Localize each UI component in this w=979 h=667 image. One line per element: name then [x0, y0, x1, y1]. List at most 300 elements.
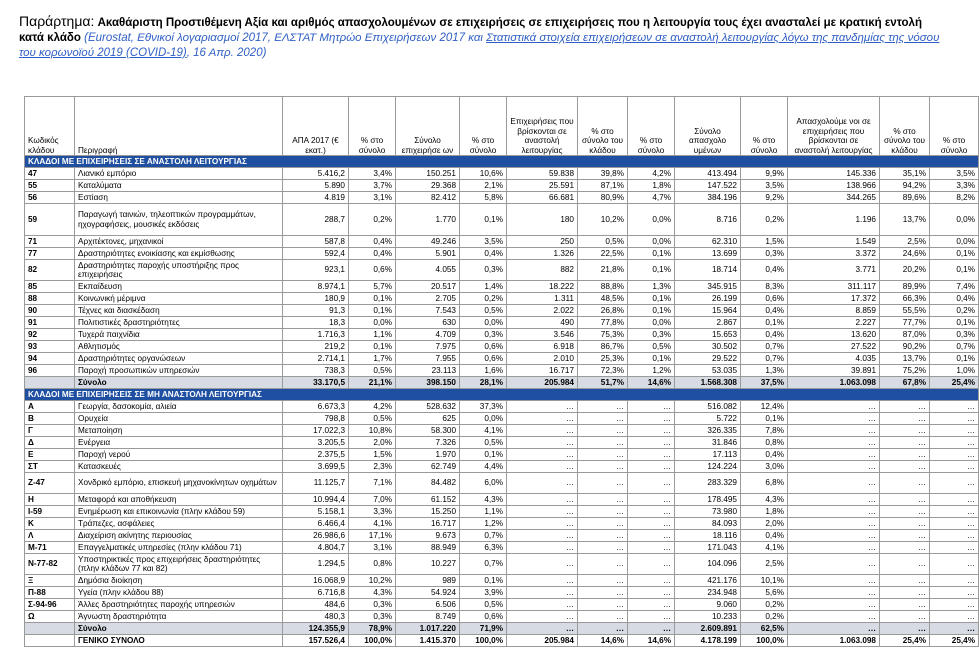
cell-value: … [628, 518, 675, 530]
cell-value: 2,1% [460, 180, 507, 192]
cell-value: 250 [507, 236, 578, 248]
cell-value: 2,3% [349, 461, 396, 473]
cell-value: 4.035 [788, 353, 880, 365]
cell-value: 398.150 [396, 377, 460, 389]
cell-value: 6.673,3 [283, 401, 349, 413]
table-row [25, 260, 979, 281]
cell-value: … [788, 599, 880, 611]
cell-value: 0,3% [460, 329, 507, 341]
cell-value: 4.178.199 [675, 635, 741, 647]
cell-value: … [578, 530, 628, 542]
cell-value: 8.974,1 [283, 281, 349, 293]
section-header-row [25, 389, 979, 401]
cell-value: 0,7% [460, 530, 507, 542]
cell-value: 7,4% [930, 281, 979, 293]
cell-value: … [930, 494, 979, 506]
cell-value: 23.113 [396, 365, 460, 377]
cell-description: Διαχείριση ακίνητης περιουσίας [75, 530, 283, 542]
col-header-suspended-sector-pct: % στο σύνολο του κλάδου [578, 97, 628, 156]
cell-value: … [788, 473, 880, 494]
cell-value: 8,3% [741, 281, 788, 293]
cell-value: 3,5% [930, 168, 979, 180]
cell-value: … [507, 623, 578, 635]
cell-value: 9,9% [741, 168, 788, 180]
cell-value: 0,1% [349, 341, 396, 353]
cell-value: 0,1% [930, 317, 979, 329]
table-row [25, 413, 979, 425]
cell-value: … [507, 518, 578, 530]
cell-value: … [507, 611, 578, 623]
cell-value: 94,2% [880, 180, 930, 192]
cell-value: 4,3% [460, 494, 507, 506]
cell-value: 100,0% [349, 635, 396, 647]
cell-value: 1.568.308 [675, 377, 741, 389]
cell-value: 88.949 [396, 542, 460, 554]
cell-value: 5.158,1 [283, 506, 349, 518]
table-row [25, 611, 979, 623]
cell-value: … [628, 401, 675, 413]
cell-value: 27.522 [788, 341, 880, 353]
cell-value: … [578, 575, 628, 587]
cell-value: … [788, 401, 880, 413]
cell-value: … [507, 530, 578, 542]
cell-code: 88 [25, 293, 75, 305]
cell-value: 7,0% [349, 494, 396, 506]
cell-value: 37,5% [741, 377, 788, 389]
table-row [25, 365, 979, 377]
cell-value: 0,1% [628, 260, 675, 281]
cell-value: 15.653 [675, 329, 741, 341]
cell-value: 0,1% [628, 353, 675, 365]
cell-value: … [507, 449, 578, 461]
cell-value: … [788, 413, 880, 425]
cell-value: 8.716 [675, 204, 741, 236]
cell-value: … [507, 587, 578, 599]
cell-value: 3.771 [788, 260, 880, 281]
cell-value: 4.804,7 [283, 542, 349, 554]
cell-value: 0,7% [741, 353, 788, 365]
cell-value: 1.415.370 [396, 635, 460, 647]
col-header-suspended-emp-total-pct: % στο σύνολο [930, 97, 979, 156]
col-header-employees-pct: % στο σύνολο [741, 97, 788, 156]
cell-value: … [930, 575, 979, 587]
cell-value: 77,8% [578, 317, 628, 329]
cell-value: 4,3% [349, 587, 396, 599]
cell-value: … [880, 413, 930, 425]
cell-value: … [880, 449, 930, 461]
cell-value: … [578, 473, 628, 494]
cell-value: 7.955 [396, 353, 460, 365]
cell-value: … [628, 542, 675, 554]
cell-value: 4,1% [349, 518, 396, 530]
cell-description: Σύνολο [75, 377, 283, 389]
cell-value: 3.699,5 [283, 461, 349, 473]
cell-value: … [880, 599, 930, 611]
cell-value: 3,0% [741, 461, 788, 473]
cell-code: Λ [25, 530, 75, 542]
cell-description: Εκπαίδευση [75, 281, 283, 293]
cell-value: 25,3% [578, 353, 628, 365]
cell-value: 3,4% [349, 168, 396, 180]
cell-value: 0,4% [741, 305, 788, 317]
cell-description: Δραστηριότητες οργανώσεων [75, 353, 283, 365]
cell-value: 35,1% [880, 168, 930, 180]
cell-value: … [930, 473, 979, 494]
cell-value: 344.265 [788, 192, 880, 204]
cell-value: 345.915 [675, 281, 741, 293]
cell-value: 0,5% [628, 341, 675, 353]
table-row [25, 204, 979, 236]
cell-value: … [507, 425, 578, 437]
cell-value: 0,0% [628, 236, 675, 248]
cell-value: … [930, 425, 979, 437]
cell-value: 17.022,3 [283, 425, 349, 437]
cell-value: 882 [507, 260, 578, 281]
cell-value: … [507, 542, 578, 554]
cell-value: 73.980 [675, 506, 741, 518]
cell-value: … [788, 494, 880, 506]
cell-value: 4,7% [628, 192, 675, 204]
cell-value: 62.749 [396, 461, 460, 473]
cell-value: 0,0% [628, 317, 675, 329]
cell-value: 2.010 [507, 353, 578, 365]
cell-value: 480,3 [283, 611, 349, 623]
cell-value: 0,6% [460, 353, 507, 365]
cell-value: … [930, 587, 979, 599]
cell-value: 14,6% [628, 635, 675, 647]
cell-value: 16.717 [396, 518, 460, 530]
cell-value: … [880, 623, 930, 635]
cell-value: 0,4% [741, 260, 788, 281]
cell-value: … [880, 611, 930, 623]
cell-value: … [507, 494, 578, 506]
cell-value: 12,4% [741, 401, 788, 413]
table-row [25, 599, 979, 611]
cell-value: … [880, 518, 930, 530]
cell-description: Κατασκευές [75, 461, 283, 473]
cell-value: 5.722 [675, 413, 741, 425]
cell-value: … [788, 575, 880, 587]
cell-description: Σύνολο [75, 623, 283, 635]
cell-value: 0,8% [741, 437, 788, 449]
cell-code [25, 623, 75, 635]
cell-value: 1.549 [788, 236, 880, 248]
cell-value: 39,8% [578, 168, 628, 180]
source-link[interactable]: Στατιστικά στοιχεία επιχειρήσεων σε αναστολή λειτουργίας λόγω της πανδημίας της νόσου του κορωνοϊού 2019 (COVID-19) [19, 32, 940, 59]
cell-value: … [930, 461, 979, 473]
cell-code: E [25, 449, 75, 461]
table-row [25, 542, 979, 554]
section-total-row [25, 377, 979, 389]
cell-value: 1.770 [396, 204, 460, 236]
cell-value: 7,1% [349, 473, 396, 494]
cell-value: 0,7% [741, 341, 788, 353]
cell-value: 66.681 [507, 192, 578, 204]
cell-value: … [880, 494, 930, 506]
cell-value: … [880, 575, 930, 587]
cell-description: Ορυχεία [75, 413, 283, 425]
cell-description: Τράπεζες, ασφάλειες [75, 518, 283, 530]
cell-value: 7.975 [396, 341, 460, 353]
cell-value: … [507, 575, 578, 587]
cell-value: 10,2% [578, 204, 628, 236]
cell-value: 8.859 [788, 305, 880, 317]
cell-value: 5,6% [741, 587, 788, 599]
cell-value: 1,3% [741, 365, 788, 377]
cell-value: 84.093 [675, 518, 741, 530]
col-header-firms: Σύνολο επιχειρήσε ων [396, 97, 460, 156]
cell-value: 1.196 [788, 204, 880, 236]
cell-value: … [628, 461, 675, 473]
cell-value: 3,5% [460, 236, 507, 248]
cell-value: 15.964 [675, 305, 741, 317]
cell-value: 59.838 [507, 168, 578, 180]
table-row [25, 329, 979, 341]
cell-value: 1,5% [349, 449, 396, 461]
cell-description: Κοινωνική μέριμνα [75, 293, 283, 305]
cell-value: 4.819 [283, 192, 349, 204]
cell-value: 17,1% [349, 530, 396, 542]
cell-value: 592,4 [283, 248, 349, 260]
cell-value: 1,3% [628, 281, 675, 293]
cell-value: 0,1% [741, 413, 788, 425]
cell-value: 1.326 [507, 248, 578, 260]
cell-value: … [788, 587, 880, 599]
cell-value: … [628, 587, 675, 599]
cell-value: 18.222 [507, 281, 578, 293]
cell-value: 0,0% [460, 317, 507, 329]
cell-value: 15.250 [396, 506, 460, 518]
cell-value: 4,1% [741, 542, 788, 554]
cell-code: 56 [25, 192, 75, 204]
cell-value: … [507, 473, 578, 494]
cell-value: 2.705 [396, 293, 460, 305]
cell-value: 0,4% [930, 293, 979, 305]
cell-value: 5.901 [396, 248, 460, 260]
cell-value: 7.326 [396, 437, 460, 449]
cell-value: … [628, 623, 675, 635]
cell-value: 0,6% [741, 293, 788, 305]
table-row [25, 305, 979, 317]
cell-value: … [507, 413, 578, 425]
cell-value: … [578, 449, 628, 461]
cell-value: 10,8% [349, 425, 396, 437]
cell-code: 92 [25, 329, 75, 341]
cell-value: 26.199 [675, 293, 741, 305]
cell-value: 0,2% [930, 305, 979, 317]
cell-value: … [507, 461, 578, 473]
cell-value: … [578, 518, 628, 530]
cell-code: 85 [25, 281, 75, 293]
title-date: , 16 Απρ. 2020) [186, 47, 267, 59]
table-row [25, 192, 979, 204]
cell-value: 18.116 [675, 530, 741, 542]
section-total-row [25, 623, 979, 635]
cell-value: 6,8% [741, 473, 788, 494]
cell-value: 4,3% [741, 494, 788, 506]
cell-description: Υγεία (πλην κλάδου 88) [75, 587, 283, 599]
cell-value: 0,0% [349, 317, 396, 329]
cell-value: 25,4% [930, 377, 979, 389]
cell-description: Υποστηρικτικές προς επιχειρήσεις δραστηριότητες (πλην κλάδων 77 και 82) [75, 554, 283, 575]
cell-value: … [578, 437, 628, 449]
col-header-employees: Σύνολο απασχολο υμένων [675, 97, 741, 156]
cell-value: 13,7% [880, 353, 930, 365]
cell-value: 0,4% [741, 530, 788, 542]
cell-value: … [788, 623, 880, 635]
cell-value: … [880, 554, 930, 575]
cell-value: 54.924 [396, 587, 460, 599]
table-row [25, 587, 979, 599]
cell-code: ΣT [25, 461, 75, 473]
cell-value: 490 [507, 317, 578, 329]
cell-value: 55,5% [880, 305, 930, 317]
cell-code: K [25, 518, 75, 530]
cell-description: Εστίαση [75, 192, 283, 204]
cell-value: 80,9% [578, 192, 628, 204]
cell-value: 2,0% [741, 518, 788, 530]
table-row [25, 401, 979, 413]
cell-value: 6.506 [396, 599, 460, 611]
cell-value: … [788, 425, 880, 437]
title-prefix: Παράρτημα: [19, 13, 95, 29]
cell-value: 516.082 [675, 401, 741, 413]
cell-description: Πολιτιστικές δραστηριότητες [75, 317, 283, 329]
cell-value: 10.227 [396, 554, 460, 575]
cell-code: M-71 [25, 542, 75, 554]
cell-value: 0,4% [741, 449, 788, 461]
cell-code: Π-88 [25, 587, 75, 599]
cell-value: 9.060 [675, 599, 741, 611]
cell-code: 96 [25, 365, 75, 377]
table-row [25, 248, 979, 260]
header-row [25, 97, 979, 156]
cell-value: 1,1% [349, 329, 396, 341]
cell-value: … [628, 413, 675, 425]
cell-value: 25,4% [930, 635, 979, 647]
cell-value: 4,2% [349, 401, 396, 413]
cell-value: 4,4% [460, 461, 507, 473]
cell-code: A [25, 401, 75, 413]
cell-value: 283.329 [675, 473, 741, 494]
cell-value: 20,2% [880, 260, 930, 281]
cell-value: 1.063.098 [788, 635, 880, 647]
cell-description: ΓΕΝΙΚΟ ΣΥΝΟΛΟ [75, 635, 283, 647]
cell-value: 3,1% [349, 542, 396, 554]
cell-value: 66,3% [880, 293, 930, 305]
cell-value: 0,6% [460, 611, 507, 623]
cell-value: … [507, 599, 578, 611]
table-row [25, 168, 979, 180]
cell-value: 29.522 [675, 353, 741, 365]
cell-value: 1,0% [930, 365, 979, 377]
cell-value: 4,1% [460, 425, 507, 437]
cell-code: Γ [25, 425, 75, 437]
cell-code [25, 377, 75, 389]
cell-value: 2.022 [507, 305, 578, 317]
cell-value: … [930, 542, 979, 554]
cell-value: 89,6% [880, 192, 930, 204]
col-header-suspended-firms: Επιχειρήσεις που βρίσκονται σε αναστολή λειτουργίας [507, 97, 578, 156]
cell-value: 989 [396, 575, 460, 587]
cell-value: 0,2% [741, 611, 788, 623]
col-header-firms-pct: % στο σύνολο [460, 97, 507, 156]
cell-value: 1,2% [460, 518, 507, 530]
cell-value: 0,7% [930, 341, 979, 353]
cell-value: 150.251 [396, 168, 460, 180]
cell-value: 138.966 [788, 180, 880, 192]
cell-value: 2.867 [675, 317, 741, 329]
cell-value: 0,4% [349, 248, 396, 260]
cell-description: Παραγωγή ταινιών, τηλεοπτικών προγραμμάτων, ηχογραφήσεις, μουσικές εκδόσεις [75, 204, 283, 236]
cell-description: Παροχή νερού [75, 449, 283, 461]
col-header-suspended-employees: Απασχολούμε νοι σε επιχειρήσεις που βρίσκονται σε αναστολή λειτουργίας [788, 97, 880, 156]
cell-value: … [628, 575, 675, 587]
cell-value: 1.716,3 [283, 329, 349, 341]
table-row [25, 437, 979, 449]
cell-value: 100,0% [460, 635, 507, 647]
cell-value: 4.709 [396, 329, 460, 341]
cell-value: … [930, 530, 979, 542]
cell-code: 77 [25, 248, 75, 260]
col-header-gva-pct: % στο σύνολο [349, 97, 396, 156]
cell-value: 1,7% [349, 353, 396, 365]
cell-value: … [578, 413, 628, 425]
cell-value: 6.716,8 [283, 587, 349, 599]
cell-value: 3.372 [788, 248, 880, 260]
table-row [25, 461, 979, 473]
cell-value: 234.948 [675, 587, 741, 599]
cell-value: … [930, 506, 979, 518]
cell-value: 71,9% [460, 623, 507, 635]
cell-value: … [578, 599, 628, 611]
cell-value: 5.890 [283, 180, 349, 192]
cell-value: … [578, 554, 628, 575]
cell-value: 6,0% [460, 473, 507, 494]
cell-value: 6.466,4 [283, 518, 349, 530]
table-row [25, 494, 979, 506]
cell-value: 0,3% [349, 611, 396, 623]
cell-value: 84.482 [396, 473, 460, 494]
cell-value: … [628, 449, 675, 461]
table-row [25, 281, 979, 293]
table-body [25, 156, 979, 647]
table-row [25, 341, 979, 353]
cell-value: 3.546 [507, 329, 578, 341]
cell-value: 587,8 [283, 236, 349, 248]
cell-value: 0,1% [460, 204, 507, 236]
cell-value: 171.043 [675, 542, 741, 554]
cell-value: 10,2% [349, 575, 396, 587]
cell-code: Ξ [25, 575, 75, 587]
table-row [25, 554, 979, 575]
cell-description: Ενημέρωση και επικοινωνία (πλην κλάδου 59) [75, 506, 283, 518]
cell-value: 923,1 [283, 260, 349, 281]
cell-value: … [880, 506, 930, 518]
cell-value: 528.632 [396, 401, 460, 413]
cell-value: 0,3% [349, 599, 396, 611]
table-row [25, 506, 979, 518]
cell-value: 413.494 [675, 168, 741, 180]
cell-description: Τυχερά παιχνίδια [75, 329, 283, 341]
cell-value: 0,2% [460, 293, 507, 305]
cell-value: 104.096 [675, 554, 741, 575]
cell-value: … [578, 611, 628, 623]
cell-value: 0,0% [930, 236, 979, 248]
cell-value: 10.994,4 [283, 494, 349, 506]
cell-value: 39.891 [788, 365, 880, 377]
cell-value: 33.170,5 [283, 377, 349, 389]
